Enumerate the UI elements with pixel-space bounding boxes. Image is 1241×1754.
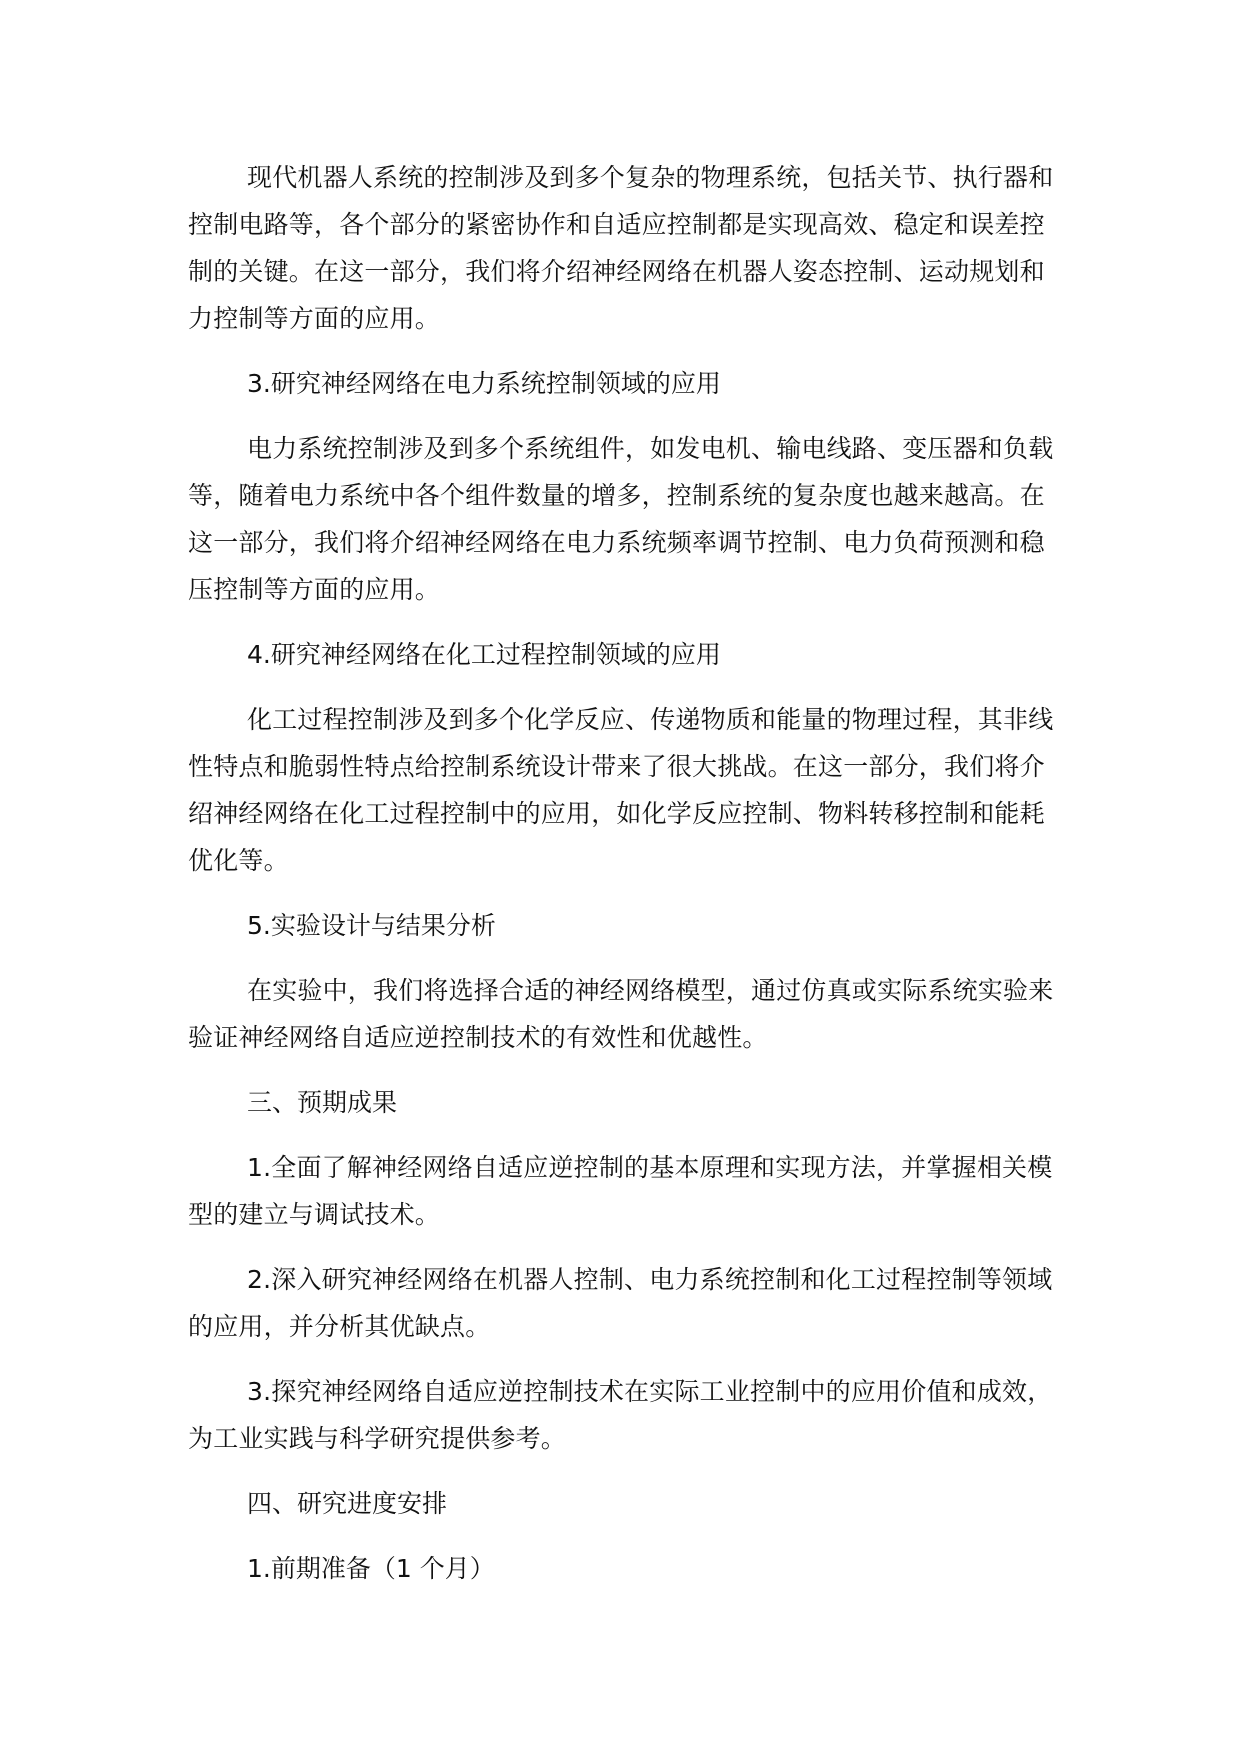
heading-research-schedule: 四、研究进度安排 <box>247 1489 448 1518</box>
paragraph-experiment-design: 在实验中，我们将选择合适的神经网络模型，通过仿真或实际系统实验来验证神经网络自适应逆控制技术的有效性和优越性。 <box>188 976 1054 1052</box>
paragraph-expected-result-2: 2.深入研究神经网络在机器人控制、电力系统控制和化工过程控制等领域的应用，并分析其优缺点。 <box>188 1265 1053 1341</box>
paragraph-power-system: 电力系统控制涉及到多个系统组件，如发电机、输电线路、变压器和负载等，随着电力系统中各个组件数量的增多，控制系统的复杂度也越来越高。在这一部分，我们将介绍神经网络在电力系统频率调节控制、电力负荷预测和稳压控制等方面的应用。 <box>188 434 1054 604</box>
document-body <box>188 154 1068 1610</box>
paragraph-expected-result-3: 3.探究神经网络自适应逆控制技术在实际工业控制中的应用价值和成效，为工业实践与科学研究提供参考。 <box>188 1377 1053 1453</box>
heading-experiment-design: 5.实验设计与结果分析 <box>247 911 496 940</box>
heading-preparation-phase: 1.前期准备（1 个月） <box>247 1554 495 1583</box>
paragraph-expected-result-1: 1.全面了解神经网络自适应逆控制的基本原理和实现方法，并掌握相关模型的建立与调试技术。 <box>188 1153 1053 1229</box>
heading-expected-results: 三、预期成果 <box>247 1088 398 1117</box>
heading-power-system: 3.研究神经网络在电力系统控制领域的应用 <box>247 369 721 398</box>
paragraph-robot-control: 现代机器人系统的控制涉及到多个复杂的物理系统，包括关节、执行器和控制电路等，各个部分的紧密协作和自适应控制都是实现高效、稳定和误差控制的关键。在这一部分，我们将介绍神经网络在机器人姿态控制、运动规划和力控制等方面的应用。 <box>188 163 1054 333</box>
paragraph-chemical-process: 化工过程控制涉及到多个化学反应、传递物质和能量的物理过程，其非线性特点和脆弱性特点给控制系统设计带来了很大挑战。在这一部分，我们将介绍神经网络在化工过程控制中的应用，如化学反应控制、物料转移控制和能耗优化等。 <box>188 705 1054 875</box>
heading-chemical-process: 4.研究神经网络在化工过程控制领域的应用 <box>247 640 721 669</box>
